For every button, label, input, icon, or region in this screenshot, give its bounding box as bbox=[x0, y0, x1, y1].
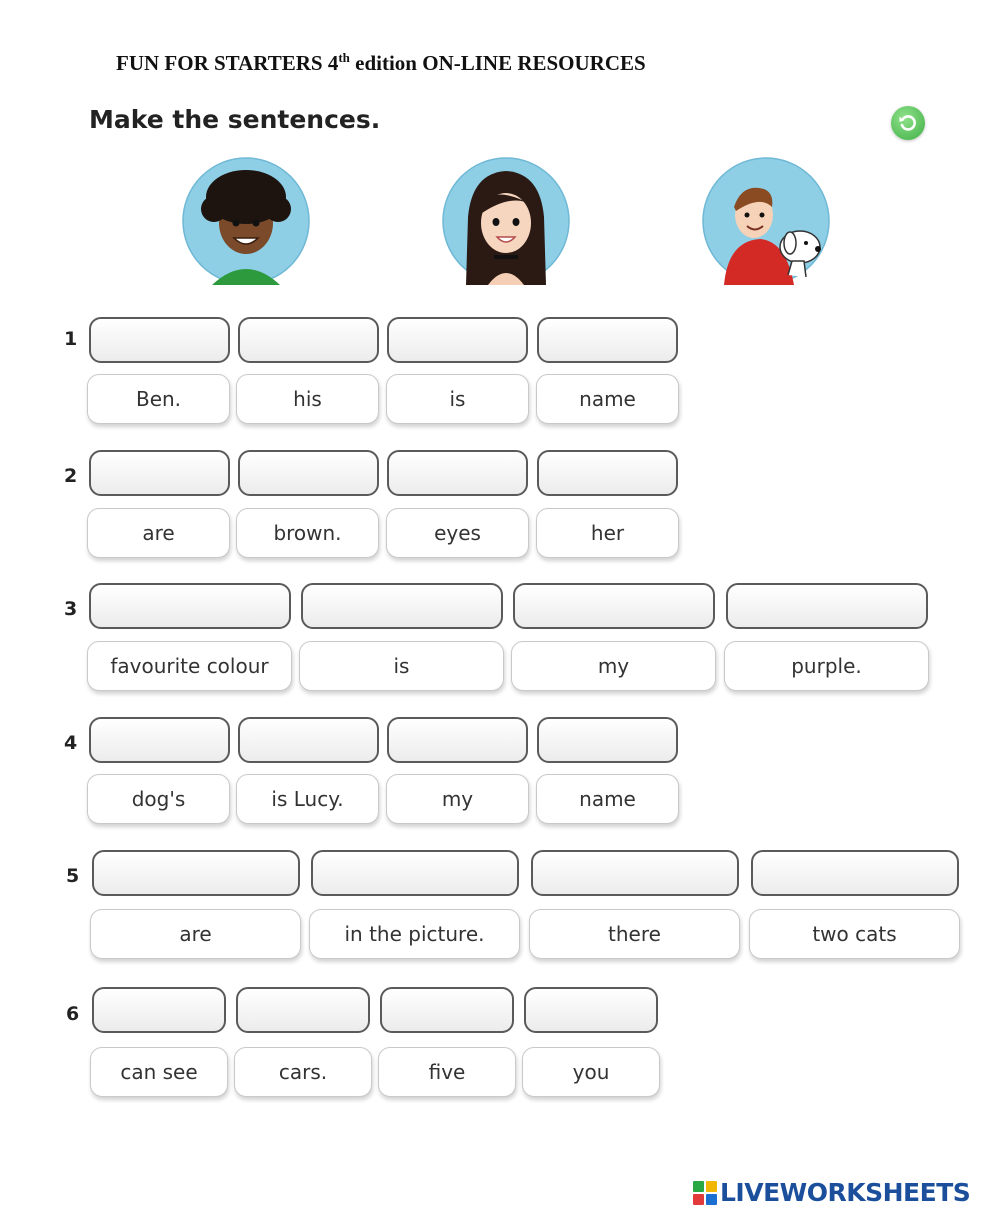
drop-slot[interactable] bbox=[387, 450, 528, 496]
drop-slot[interactable] bbox=[537, 717, 678, 763]
drop-slot[interactable] bbox=[89, 717, 230, 763]
word-tile[interactable]: name bbox=[536, 374, 679, 424]
word-tile[interactable]: brown. bbox=[236, 508, 379, 558]
instruction-title: Make the sentences. bbox=[89, 105, 381, 134]
word-tile[interactable]: two cats bbox=[749, 909, 960, 959]
drop-slot[interactable] bbox=[236, 987, 370, 1033]
header-title-sup: th bbox=[338, 50, 350, 65]
word-tile[interactable]: is Lucy. bbox=[236, 774, 379, 824]
word-tile[interactable]: cars. bbox=[234, 1047, 372, 1097]
row-number: 2 bbox=[64, 465, 78, 487]
word-tile[interactable]: my bbox=[511, 641, 716, 691]
drop-slot[interactable] bbox=[387, 317, 528, 363]
drop-slot[interactable] bbox=[89, 317, 230, 363]
drop-slot[interactable] bbox=[537, 317, 678, 363]
word-tile[interactable]: dog's bbox=[87, 774, 230, 824]
row-number: 5 bbox=[66, 865, 80, 887]
drop-slot[interactable] bbox=[380, 987, 514, 1033]
drop-slot[interactable] bbox=[92, 850, 300, 896]
boy-avatar bbox=[182, 157, 310, 285]
drop-slot[interactable] bbox=[311, 850, 519, 896]
word-tile[interactable]: are bbox=[87, 508, 230, 558]
word-tile[interactable]: eyes bbox=[386, 508, 529, 558]
row-number: 1 bbox=[64, 328, 78, 350]
word-tile[interactable]: is bbox=[386, 374, 529, 424]
word-tile[interactable]: favourite colour bbox=[87, 641, 292, 691]
row-number: 6 bbox=[66, 1003, 80, 1025]
word-tile[interactable]: name bbox=[536, 774, 679, 824]
brand-text: LIVEWORKSHEETS bbox=[720, 1178, 971, 1207]
row-number: 4 bbox=[64, 732, 78, 754]
word-tile[interactable]: in the picture. bbox=[309, 909, 520, 959]
drop-slot[interactable] bbox=[92, 987, 226, 1033]
drop-slot[interactable] bbox=[89, 450, 230, 496]
drop-slot[interactable] bbox=[238, 717, 379, 763]
drop-slot[interactable] bbox=[726, 583, 928, 629]
drop-slot[interactable] bbox=[537, 450, 678, 496]
drop-slot[interactable] bbox=[387, 717, 528, 763]
row-number: 3 bbox=[64, 598, 78, 620]
boy-with-dog-avatar bbox=[702, 157, 830, 285]
word-tile[interactable]: Ben. bbox=[87, 374, 230, 424]
reset-icon bbox=[897, 112, 919, 134]
drop-slot[interactable] bbox=[89, 583, 291, 629]
header-title-prefix: FUN FOR STARTERS 4 bbox=[116, 51, 339, 75]
word-tile[interactable]: can see bbox=[90, 1047, 228, 1097]
header-title bbox=[116, 50, 646, 76]
liveworksheets-brand bbox=[692, 1178, 970, 1207]
word-tile[interactable]: five bbox=[378, 1047, 516, 1097]
drop-slot[interactable] bbox=[524, 987, 658, 1033]
liveworksheets-logo-icon bbox=[692, 1180, 718, 1206]
word-tile[interactable]: his bbox=[236, 374, 379, 424]
girl-avatar bbox=[442, 157, 570, 285]
word-tile[interactable]: my bbox=[386, 774, 529, 824]
word-tile[interactable]: you bbox=[522, 1047, 660, 1097]
word-tile[interactable]: are bbox=[90, 909, 301, 959]
drop-slot[interactable] bbox=[238, 450, 379, 496]
header-title-suffix: edition ON-LINE RESOURCES bbox=[349, 51, 646, 75]
word-tile[interactable]: is bbox=[299, 641, 504, 691]
drop-slot[interactable] bbox=[751, 850, 959, 896]
reset-button[interactable] bbox=[891, 106, 925, 140]
drop-slot[interactable] bbox=[301, 583, 503, 629]
word-tile[interactable]: her bbox=[536, 508, 679, 558]
drop-slot[interactable] bbox=[238, 317, 379, 363]
drop-slot[interactable] bbox=[513, 583, 715, 629]
word-tile[interactable]: purple. bbox=[724, 641, 929, 691]
word-tile[interactable]: there bbox=[529, 909, 740, 959]
drop-slot[interactable] bbox=[531, 850, 739, 896]
